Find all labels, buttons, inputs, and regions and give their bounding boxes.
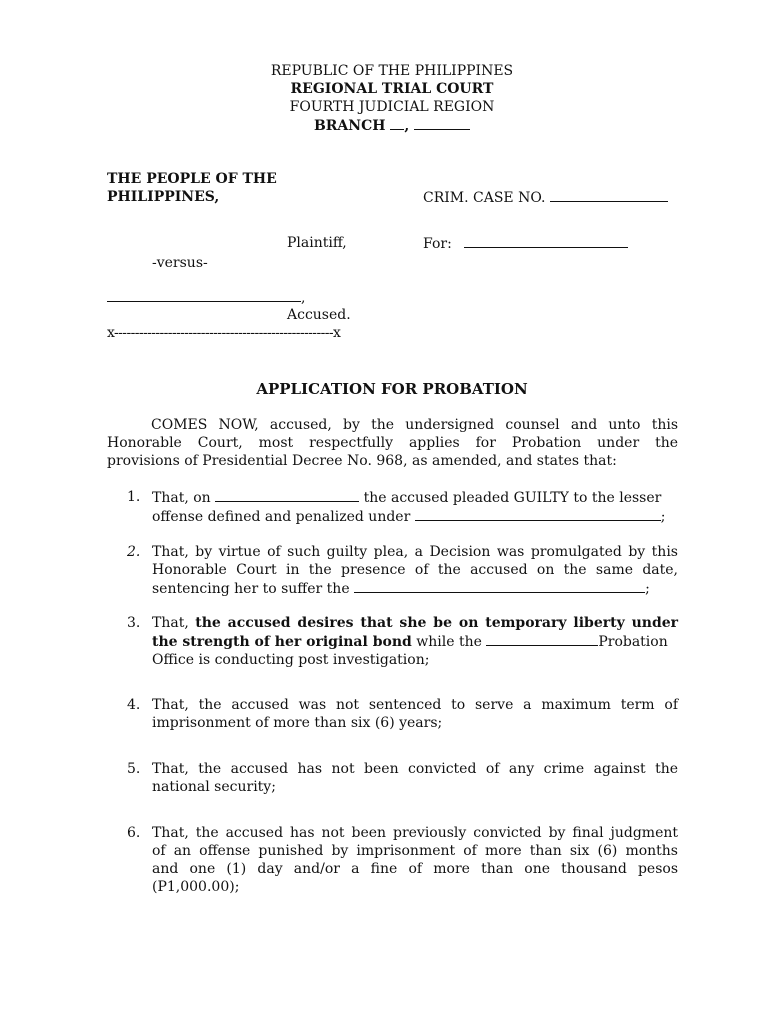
header-court: REGIONAL TRIAL COURT xyxy=(290,81,494,97)
item-text xyxy=(152,543,678,598)
item-number: 1. xyxy=(127,489,141,505)
item-text-part: sentencing her to suffer the xyxy=(152,581,350,597)
case-number-blank xyxy=(550,188,668,202)
item-line xyxy=(152,579,678,598)
item-number: 6. xyxy=(127,825,141,841)
for-label: For: xyxy=(423,236,452,252)
accused-name-blank xyxy=(107,288,301,302)
item-line xyxy=(152,632,678,651)
accused-comma: , xyxy=(301,290,306,306)
probation-office-blank xyxy=(486,632,598,646)
item-line: and one (1) day and/or a fine of more than one thousand pesos xyxy=(152,861,678,877)
item-text-part: Probation xyxy=(598,634,668,650)
item-text xyxy=(152,696,678,732)
plaintiff-role: Plaintiff, xyxy=(287,235,347,251)
item-line xyxy=(152,488,678,507)
intro-paragraph xyxy=(107,416,678,470)
accused-name xyxy=(107,288,305,307)
versus: -versus- xyxy=(152,255,208,271)
header-republic: REPUBLIC OF THE PHILIPPINES xyxy=(270,63,514,79)
item-line: Honorable Court in the presence of the accused on the same date, xyxy=(152,562,678,578)
item-number: 3. xyxy=(127,615,141,631)
item-text-part: offense defined and penalized under xyxy=(152,509,411,525)
item-text-part: ; xyxy=(645,581,650,597)
offense-blank xyxy=(464,234,628,248)
item-text-part: the accused pleaded GUILTY to the lesser xyxy=(363,490,662,506)
item-line: That, the accused has not been convicted of any crime against the xyxy=(152,761,678,777)
item-number: 5. xyxy=(127,761,141,777)
item-text xyxy=(152,824,678,896)
accused-role: Accused. xyxy=(287,307,351,323)
case-number xyxy=(423,188,668,207)
item-line: of an offense punished by imprisonment of more than six (6) months xyxy=(152,843,678,859)
intro-line: provisions of Presidential Decree No. 968, as amended, and states that: xyxy=(107,453,617,469)
item-text-bold: the strength of her original bond xyxy=(152,634,412,650)
item-line xyxy=(152,507,678,526)
item-line: That, by virtue of such guilty plea, a Decision was promulgated by this xyxy=(152,544,678,560)
item-line xyxy=(152,614,678,632)
item-text-part: ; xyxy=(660,509,666,525)
header-region: FOURTH JUDICIAL REGION xyxy=(289,99,495,115)
intro-line: Honorable Court, most respectfully applies for Probation under the xyxy=(107,435,678,451)
item-line: national security; xyxy=(152,779,276,795)
caption-divider: x-----------------------------------------------------x xyxy=(107,325,341,341)
date-blank xyxy=(215,488,359,502)
item-text-part: That, xyxy=(152,615,189,631)
case-number-label: CRIM. CASE NO. xyxy=(423,190,546,206)
item-text-part: while the xyxy=(416,634,482,650)
item-text-bold: the accused desires that she be on temporary liberty under xyxy=(195,615,679,631)
plaintiff-name-line2: PHILIPPINES, xyxy=(107,189,220,205)
header-branch xyxy=(0,116,768,135)
item-line: That, the accused was not sentenced to serve a maximum term of xyxy=(152,697,678,713)
branch-separator: , xyxy=(404,118,410,134)
item-line: That, the accused has not been previously convicted by final judgment xyxy=(152,825,678,841)
offense-defined-blank xyxy=(415,507,661,521)
item-line: Office is conducting post investigation; xyxy=(152,652,430,668)
branch-place-blank xyxy=(414,116,470,130)
item-text xyxy=(152,760,678,796)
item-number: 4. xyxy=(127,697,141,713)
branch-label: BRANCH xyxy=(313,118,386,134)
item-text xyxy=(152,488,678,526)
item-number: 2. xyxy=(127,544,141,560)
intro-line: COMES NOW, accused, by the undersigned counsel and unto this xyxy=(151,417,678,433)
item-text xyxy=(152,614,678,669)
item-line: (P1,000.00); xyxy=(152,879,240,895)
offense-for xyxy=(423,234,628,253)
item-text-part: That, on xyxy=(152,490,211,506)
item-line: imprisonment of more than six (6) years; xyxy=(152,715,443,731)
plaintiff-name-line1: THE PEOPLE OF THE xyxy=(107,171,277,187)
branch-number-blank xyxy=(390,116,404,130)
sentence-blank xyxy=(354,579,645,593)
document-title: APPLICATION FOR PROBATION xyxy=(256,380,528,398)
